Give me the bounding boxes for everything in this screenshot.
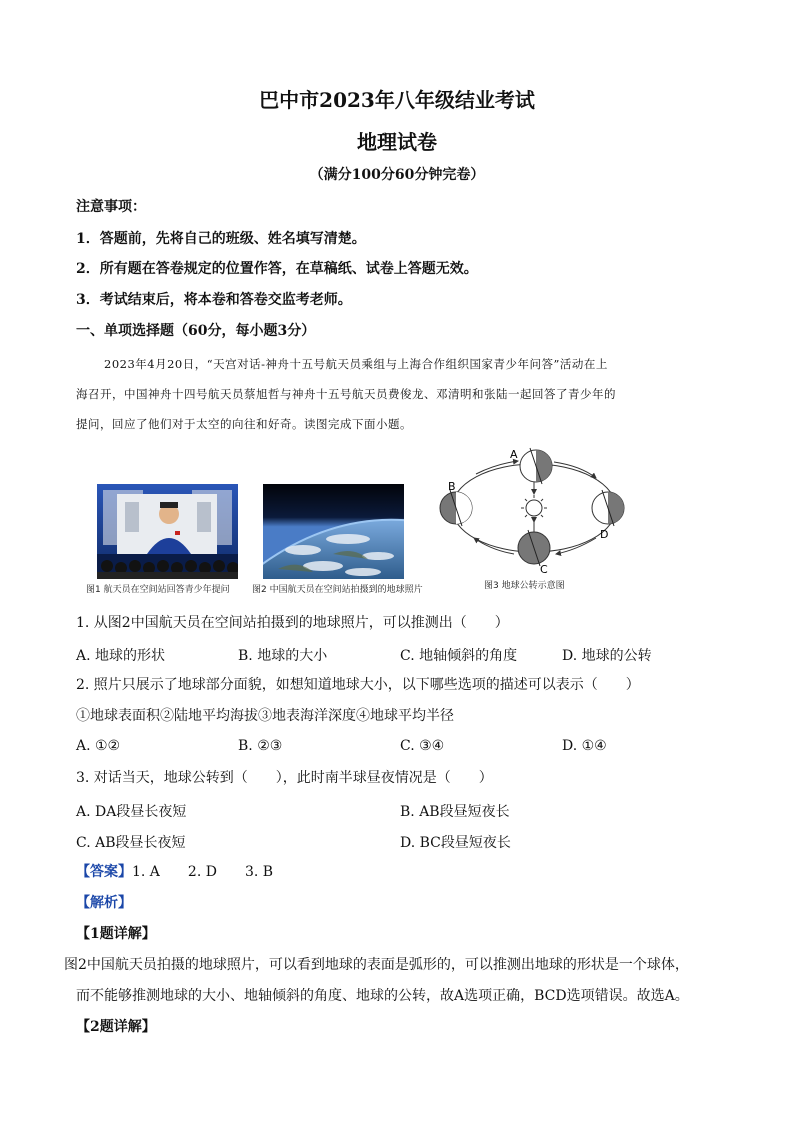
- question-1-option-d[interactable]: D. 地球的公转: [562, 648, 652, 664]
- sun-icon: [521, 495, 547, 521]
- answer-label: 【答案】: [76, 864, 132, 880]
- question-2-option-c[interactable]: C. ③④: [400, 738, 445, 754]
- earth-position-b: [440, 490, 472, 526]
- exam-title: 巴中市2023年八年级结业考试: [259, 88, 535, 112]
- notice-heading: 注意事项：: [76, 199, 146, 215]
- figure1-caption: 图1 航天员在空间站回答青少年提问: [86, 585, 230, 595]
- earth-photo: [263, 484, 404, 579]
- astronaut-photo: [97, 484, 238, 579]
- section-heading: 一、单项选择题（60分，每小题3分）: [76, 323, 316, 339]
- figure3-caption: 图3 地球公转示意图: [484, 581, 565, 591]
- notice-item-2: 2．所有题在答卷规定的位置作答，在草稿纸、试卷上答题无效。: [76, 261, 478, 277]
- passage-line-1: 2023年4月20日，“天宫对话-神舟十五号航天员乘组与上海合作组织国家青少年问答”活动在上: [104, 357, 608, 371]
- answer-text: 1. A 2. D 3. B: [132, 864, 274, 880]
- q2-detail-heading: 【2题详解】: [76, 1019, 156, 1035]
- passage-line-2: 海召开，中国神舟十四号航天员蔡旭哲与神舟十五号航天员费俊龙、邓清明和张陆一起回答了青少年的: [76, 387, 616, 401]
- question-3-option-a[interactable]: A. DA段昼长夜短: [76, 804, 187, 820]
- exam-note: （满分100分60分钟完卷）: [309, 167, 485, 183]
- question-3-option-d[interactable]: D. BC段昼短夜长: [400, 835, 511, 851]
- question-3-stem: 3. 对话当天，地球公转到（ ），此时南半球昼夜情况是（ ）: [76, 770, 493, 786]
- question-1-stem: 1. 从图2中国航天员在空间站拍摄到的地球照片，可以推测出（ ）: [76, 615, 509, 631]
- question-2-option-d[interactable]: D. ①④: [562, 738, 607, 754]
- q1-detail-line-1: 图2中国航天员拍摄的地球照片，可以看到地球的表面是弧形的，可以推测出地球的形状是一个球体，: [64, 957, 689, 973]
- answer-row: [76, 863, 273, 881]
- earth-position-d: [592, 490, 624, 526]
- analysis-label: 【解析】: [76, 895, 132, 911]
- notice-item-3: 3．考试结束后，将本卷和答卷交监考老师。: [76, 292, 352, 308]
- question-2-option-a[interactable]: A. ①②: [76, 738, 121, 754]
- question-2-stem: 2. 照片只展示了地球部分面貌，如想知道地球大小，以下哪些选项的描述可以表示（ ）: [76, 677, 640, 693]
- question-1-option-a[interactable]: A. 地球的形状: [76, 648, 166, 664]
- orbit-label-b: B: [448, 480, 456, 493]
- notice-item-1: 1．答题前，先将自己的班级、姓名填写清楚。: [76, 231, 366, 247]
- passage-line-3: 提问，回应了他们对于太空的向往和好奇。读图完成下面小题。: [76, 417, 412, 431]
- q1-detail-heading: 【1题详解】: [76, 926, 156, 942]
- orbit-label-c: C: [540, 563, 548, 576]
- orbit-label-a: A: [510, 448, 518, 461]
- question-3-option-b[interactable]: B. AB段昼短夜长: [400, 804, 510, 820]
- question-1-option-b[interactable]: B. 地球的大小: [238, 648, 328, 664]
- q1-detail-line-2: 而不能够推测地球的大小、地轴倾斜的角度、地球的公转，故A选项正确，BCD选项错误。故选A。: [76, 988, 689, 1004]
- question-2-statements: ①地球表面积②陆地平均海拔③地表海洋深度④地球平均半径: [76, 708, 454, 724]
- orbit-label-d: D: [600, 528, 609, 541]
- question-3-option-c[interactable]: C. AB段昼长夜短: [76, 835, 186, 851]
- question-2-option-b[interactable]: B. ②③: [238, 738, 283, 754]
- earth-position-c: [518, 530, 550, 566]
- exam-subject: 地理试卷: [357, 130, 437, 154]
- question-1-option-c[interactable]: C. 地轴倾斜的角度: [400, 648, 518, 664]
- earth-position-a: [520, 448, 552, 484]
- orbit-diagram: [436, 446, 636, 576]
- figure2-caption: 图2 中国航天员在空间站拍摄到的地球照片: [252, 585, 423, 595]
